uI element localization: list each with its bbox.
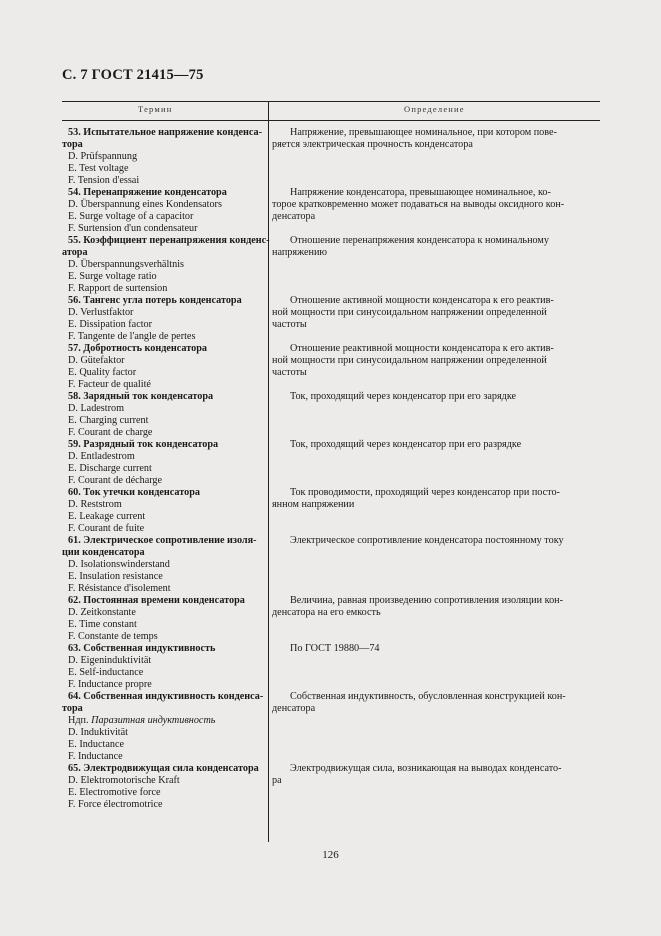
foreign-equivalent: D. Entladestrom: [68, 451, 135, 462]
definition-cell: [272, 187, 598, 223]
foreign-equivalent: F. Inductance: [68, 751, 123, 762]
foreign-equivalent: E. Test voltage: [68, 163, 129, 174]
foreign-equivalent: D. Elektromotorische Kraft: [68, 775, 180, 786]
foreign-equivalent: F. Rapport de surtension: [68, 283, 168, 294]
table-column-divider: [268, 101, 269, 842]
term-name: 60. Ток утечки конденсатора: [68, 487, 200, 498]
definition-line: частоты: [272, 319, 307, 330]
column-header-definition: Определение: [404, 104, 465, 114]
term-cell: [62, 343, 266, 391]
foreign-equivalent: F. Tangente de l'angle de pertes: [68, 331, 196, 342]
term-name-continuation: атора: [62, 247, 88, 258]
foreign-equivalent: D. Induktivität: [68, 727, 128, 738]
definition-cell: [272, 295, 598, 331]
term-name: 55. Коэффициент перенапряжения конденс-: [68, 235, 270, 246]
foreign-equivalent: D. Überspannung eines Kondensators: [68, 199, 222, 210]
definition-line: По ГОСТ 19880—74: [290, 643, 380, 654]
term-name: 56. Тангенс угла потерь конденсатора: [68, 295, 242, 306]
definition-line: янном напряжении: [272, 499, 355, 510]
definition-line: Собственная индуктивность, обусловленная конструкцией кон-: [290, 691, 566, 702]
foreign-equivalent: D. Eigeninduktivität: [68, 655, 152, 666]
foreign-equivalent: D. Ladestrom: [68, 403, 125, 414]
definition-cell: [272, 487, 598, 511]
term-cell: [62, 439, 266, 487]
deprecated-term-text: Паразитная индуктивность: [91, 715, 216, 726]
term-name: 58. Зарядный ток конденсатора: [68, 391, 214, 402]
term-name: 57. Добротность конденсатора: [68, 343, 207, 354]
foreign-equivalent: D. Reststrom: [68, 499, 122, 510]
foreign-equivalent: E. Surge voltage of a capacitor: [68, 211, 194, 222]
foreign-equivalent: D. Isolationswinderstand: [68, 559, 170, 570]
definition-line: Электродвижущая сила, возникающая на выводах конденсато-: [290, 763, 562, 774]
definition-line: ной мощности при синусоидальном напряжении определенной: [272, 307, 547, 318]
foreign-equivalent: F. Tension d'essai: [68, 175, 140, 186]
foreign-equivalent: F. Inductance propre: [68, 679, 152, 690]
term-name: 62. Постоянная времени конденсатора: [68, 595, 245, 606]
definition-line: Ток, проходящий через конденсатор при его разрядке: [290, 439, 522, 450]
term-cell: [62, 391, 266, 439]
term-cell: [62, 487, 266, 535]
definition-cell: [272, 343, 598, 379]
definition-line: денсатора: [272, 211, 316, 222]
definition-line: Ток проводимости, проходящий через конденсатор при посто-: [290, 487, 560, 498]
definition-cell: [272, 691, 598, 715]
definition-line: Отношение перенапряжения конденсатора к номинальному: [290, 235, 549, 246]
foreign-equivalent: E. Self-inductance: [68, 667, 144, 678]
definition-line: Величина, равная произведению сопротивления изоляции кон-: [290, 595, 564, 606]
foreign-equivalent: E. Quality factor: [68, 367, 137, 378]
foreign-equivalent: F. Résistance d'isolement: [68, 583, 171, 594]
definition-cell: [272, 439, 598, 451]
foreign-equivalent: F. Facteur de qualité: [68, 379, 151, 390]
definition-line: Отношение активной мощности конденсатора к его реактив-: [290, 295, 554, 306]
term-cell: [62, 535, 266, 595]
definition-line: Напряжение, превышающее номинальное, при котором пове-: [290, 127, 557, 138]
foreign-equivalent: D. Gütefaktor: [68, 355, 125, 366]
term-name-continuation: ции конденсатора: [62, 547, 145, 558]
term-cell: [62, 595, 266, 643]
foreign-equivalent: E. Leakage current: [68, 511, 146, 522]
foreign-equivalent: F. Constante de temps: [68, 631, 158, 642]
definition-cell: [272, 763, 598, 787]
foreign-equivalent: F. Force électromotrice: [68, 799, 163, 810]
page-number: 126: [322, 849, 339, 861]
definition-line: денсатора на его емкость: [272, 607, 381, 618]
foreign-equivalent: E. Electromotive force: [68, 787, 161, 798]
definition-cell: [272, 127, 598, 151]
foreign-equivalent: F. Surtension d'un condensateur: [68, 223, 198, 234]
term-cell: [62, 295, 266, 343]
term-name: 64. Собственная индуктивность конденса-: [68, 691, 264, 702]
foreign-equivalent: E. Charging current: [68, 415, 149, 426]
term-name: 54. Перенапряжение конденсатора: [68, 187, 227, 198]
definition-line: ной мощности при синусоидальном напряжении определенной: [272, 355, 547, 366]
term-cell: [62, 187, 266, 235]
foreign-equivalent: E. Insulation resistance: [68, 571, 163, 582]
foreign-equivalent: E. Inductance: [68, 739, 125, 750]
foreign-equivalent: D. Überspannungsverhältnis: [68, 259, 185, 270]
term-cell: [62, 643, 266, 691]
definition-line: частоты: [272, 367, 307, 378]
foreign-equivalent: D. Verlustfaktor: [68, 307, 134, 318]
definition-line: Отношение реактивной мощности конденсатора к его актив-: [290, 343, 554, 354]
deprecated-term: [62, 715, 266, 727]
page-header: С. 7 ГОСТ 21415—75: [62, 67, 204, 83]
term-cell: [62, 691, 266, 763]
table-top-rule: [62, 101, 600, 102]
foreign-equivalent: F. Courant de charge: [68, 427, 153, 438]
definition-cell: [272, 391, 598, 403]
term-name: 53. Испытательное напряжение конденса-: [68, 127, 263, 138]
definition-line: Напряжение конденсатора, превышающее номинальное, ко-: [290, 187, 551, 198]
term-name-continuation: тора: [62, 139, 83, 150]
definition-line: Электрическое сопротивление конденсатора постоянному току: [290, 535, 564, 546]
foreign-equivalent: F. Courant de fuite: [68, 523, 145, 534]
term-name: 59. Разрядный ток конденсатора: [68, 439, 219, 450]
term-name: 63. Собственная индуктивность: [68, 643, 216, 654]
foreign-equivalent: D. Zeitkonstante: [68, 607, 136, 618]
definition-line: ряется электрическая прочность конденсатора: [272, 139, 473, 150]
column-header-term: Термин: [138, 104, 173, 114]
definition-line: напряжению: [272, 247, 328, 258]
foreign-equivalent: F. Courant de décharge: [68, 475, 163, 486]
definition-cell: [272, 235, 598, 259]
definition-line: торое кратковременно может подаваться на выводы оксидного кон-: [272, 199, 565, 210]
foreign-equivalent: D. Prüfspannung: [68, 151, 138, 162]
term-name: 61. Электрическое сопротивление изоля-: [68, 535, 257, 546]
table-header-rule: [62, 120, 600, 121]
definition-cell: [272, 535, 598, 547]
term-cell: [62, 235, 270, 295]
definition-cell: [272, 643, 598, 655]
definition-line: ра: [272, 775, 282, 786]
foreign-equivalent: E. Time constant: [68, 619, 137, 630]
definition-cell: [272, 595, 598, 619]
term-name: 65. Электродвижущая сила конденсатора: [68, 763, 259, 774]
term-cell: [62, 763, 266, 811]
foreign-equivalent: E. Surge voltage ratio: [68, 271, 157, 282]
term-name-continuation: тора: [62, 703, 83, 714]
deprecated-label: Ндп.: [68, 715, 89, 726]
term-cell: [62, 127, 266, 187]
definition-line: денсатора: [272, 703, 316, 714]
foreign-equivalent: E. Dissipation factor: [68, 319, 153, 330]
foreign-equivalent: E. Discharge current: [68, 463, 152, 474]
definition-line: Ток, проходящий через конденсатор при его зарядке: [290, 391, 517, 402]
